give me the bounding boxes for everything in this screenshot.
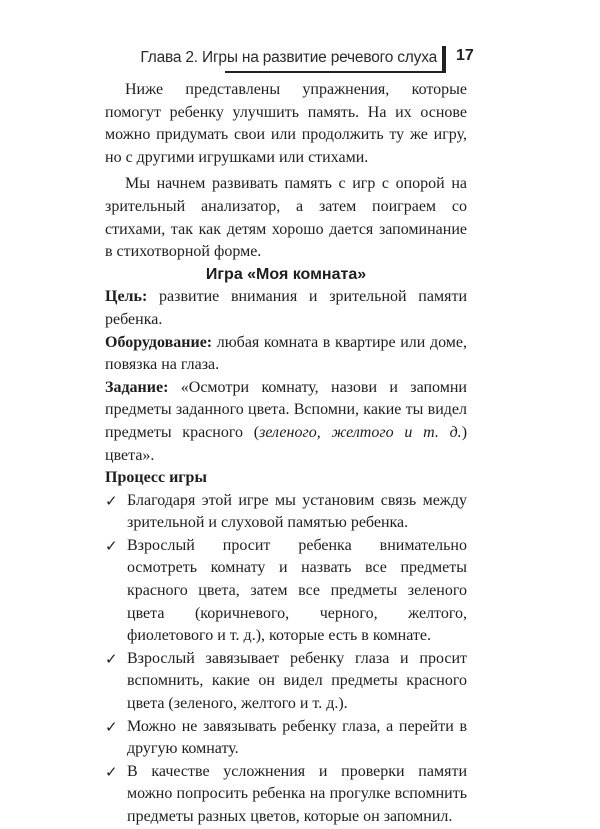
check-icon: ✓: [105, 762, 118, 781]
running-header: [0, 44, 600, 72]
goal-text: развитие внимания и зрительной памяти ребенка.: [105, 288, 468, 328]
list-item-text: В качестве усложнения и проверки памяти можно попросить ребенка на прогулке вспомнить предметы разных цветов, которые он запомнил.: [127, 762, 467, 825]
list-item: [105, 761, 467, 829]
list-item-text: Можно не завязывать ребенку глаза, а перейти в другую комнату.: [127, 717, 467, 758]
page-body: [105, 79, 467, 829]
list-item: [105, 716, 467, 761]
task-text-after: ) цвета».: [105, 423, 468, 464]
intro-paragraph-1: Ниже представлены упражнения, которые помогут ребенку улучшить память. На их основе можно придумать свои или продолжить ту же игру, но с другими игрушками или стихами.: [105, 81, 467, 166]
check-icon: ✓: [105, 491, 118, 510]
page-number: 17: [456, 47, 474, 64]
goal-field: [105, 286, 467, 331]
intro-paragraph-2: Мы начнем развивать память с игр с опорой на зрительный анализатор, а затем поиграем со стихами, так как детям хорошо дается запоминание в стихотворной форме.: [105, 175, 467, 261]
check-icon: ✓: [105, 536, 118, 555]
task-label: Задание:: [105, 378, 169, 396]
list-item-text: Благодаря этой игре мы установим связь между зрительной и слуховой памятью ребенка.: [127, 491, 467, 532]
task-text-italic: зеленого, желтого и т. д.: [259, 423, 462, 441]
list-item: [105, 648, 467, 716]
equipment-text: любая комната в квартире или доме, повязка на глаза.: [105, 333, 468, 374]
task-text-before: «Осмотри комнату, назови и запомни предметы заданного цвета. Вспомни, какие ты видел предметы красного (: [105, 378, 467, 441]
chapter-title: Глава 2. Игры на развитие речевого слуха: [140, 49, 437, 66]
goal-label: Цель:: [105, 288, 148, 306]
check-icon: ✓: [105, 717, 118, 736]
equipment-label: Оборудование:: [105, 333, 213, 351]
list-item-text: Взрослый просит ребенка внимательно осмотреть комнату и назвать все предметы красного цвета, затем все предметы зеленого цвета (коричневого, черного, желтого, фиолетового и т. д.), которые есть в комнате.: [127, 536, 467, 645]
header-underline: [225, 71, 446, 73]
list-item: [105, 490, 467, 535]
task-field: [105, 377, 467, 467]
header-divider: [442, 46, 446, 72]
process-title: Процесс игры: [105, 469, 207, 487]
equipment-field: [105, 332, 467, 377]
process-list: [105, 490, 467, 829]
check-icon: ✓: [105, 649, 118, 668]
list-item: [105, 535, 467, 648]
game-title: Игра «Моя комната»: [205, 265, 367, 283]
list-item-text: Взрослый завязывает ребенку глаза и просит вспомнить, какие он видел предметы красного цвета (зеленого, желтого и т. д.).: [127, 649, 467, 713]
